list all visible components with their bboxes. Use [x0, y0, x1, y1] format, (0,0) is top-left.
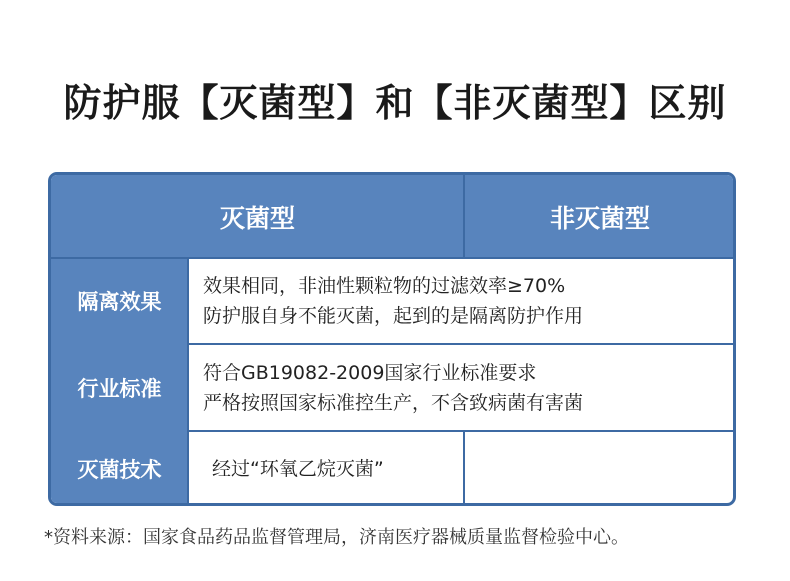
technology-sterile: 经过“环氧乙烷灭菌”: [212, 457, 384, 480]
isolation-content: [188, 258, 736, 344]
grid-line: [188, 430, 736, 432]
source-footnote: *资料来源：国家食品药品监督管理局，济南医疗器械质量监督检验中心。: [44, 527, 629, 548]
standard-line-1: 符合GB19082-2009国家行业标准要求: [203, 361, 537, 384]
column-header-sterile: 灭菌型: [51, 175, 464, 258]
column-header-non-sterile: 非灭菌型: [464, 175, 736, 258]
row-label-standard: 行业标准: [51, 344, 188, 431]
standard-line-2: 严格按照国家标准控生产，不含致病菌有害菌: [203, 391, 584, 414]
comparison-table: [48, 172, 736, 506]
row-label-technology: 灭菌技术: [51, 431, 188, 506]
technology-non-sterile-empty: [464, 431, 736, 506]
isolation-line-2: 防护服自身不能灭菌，起到的是隔离防护作用: [203, 305, 584, 327]
isolation-line-1: 效果相同，非油性颗粒物的过滤效率≥70%: [203, 275, 566, 297]
standard-content: [188, 344, 736, 431]
grid-line: [463, 431, 465, 506]
page-title: 防护服【灭菌型】和【非灭菌型】区别: [63, 81, 727, 125]
row-label-isolation: 隔离效果: [51, 258, 188, 344]
grid-line: [188, 343, 736, 345]
grid-line: [187, 258, 189, 506]
grid-line: [463, 175, 465, 258]
grid-line: [51, 257, 736, 259]
